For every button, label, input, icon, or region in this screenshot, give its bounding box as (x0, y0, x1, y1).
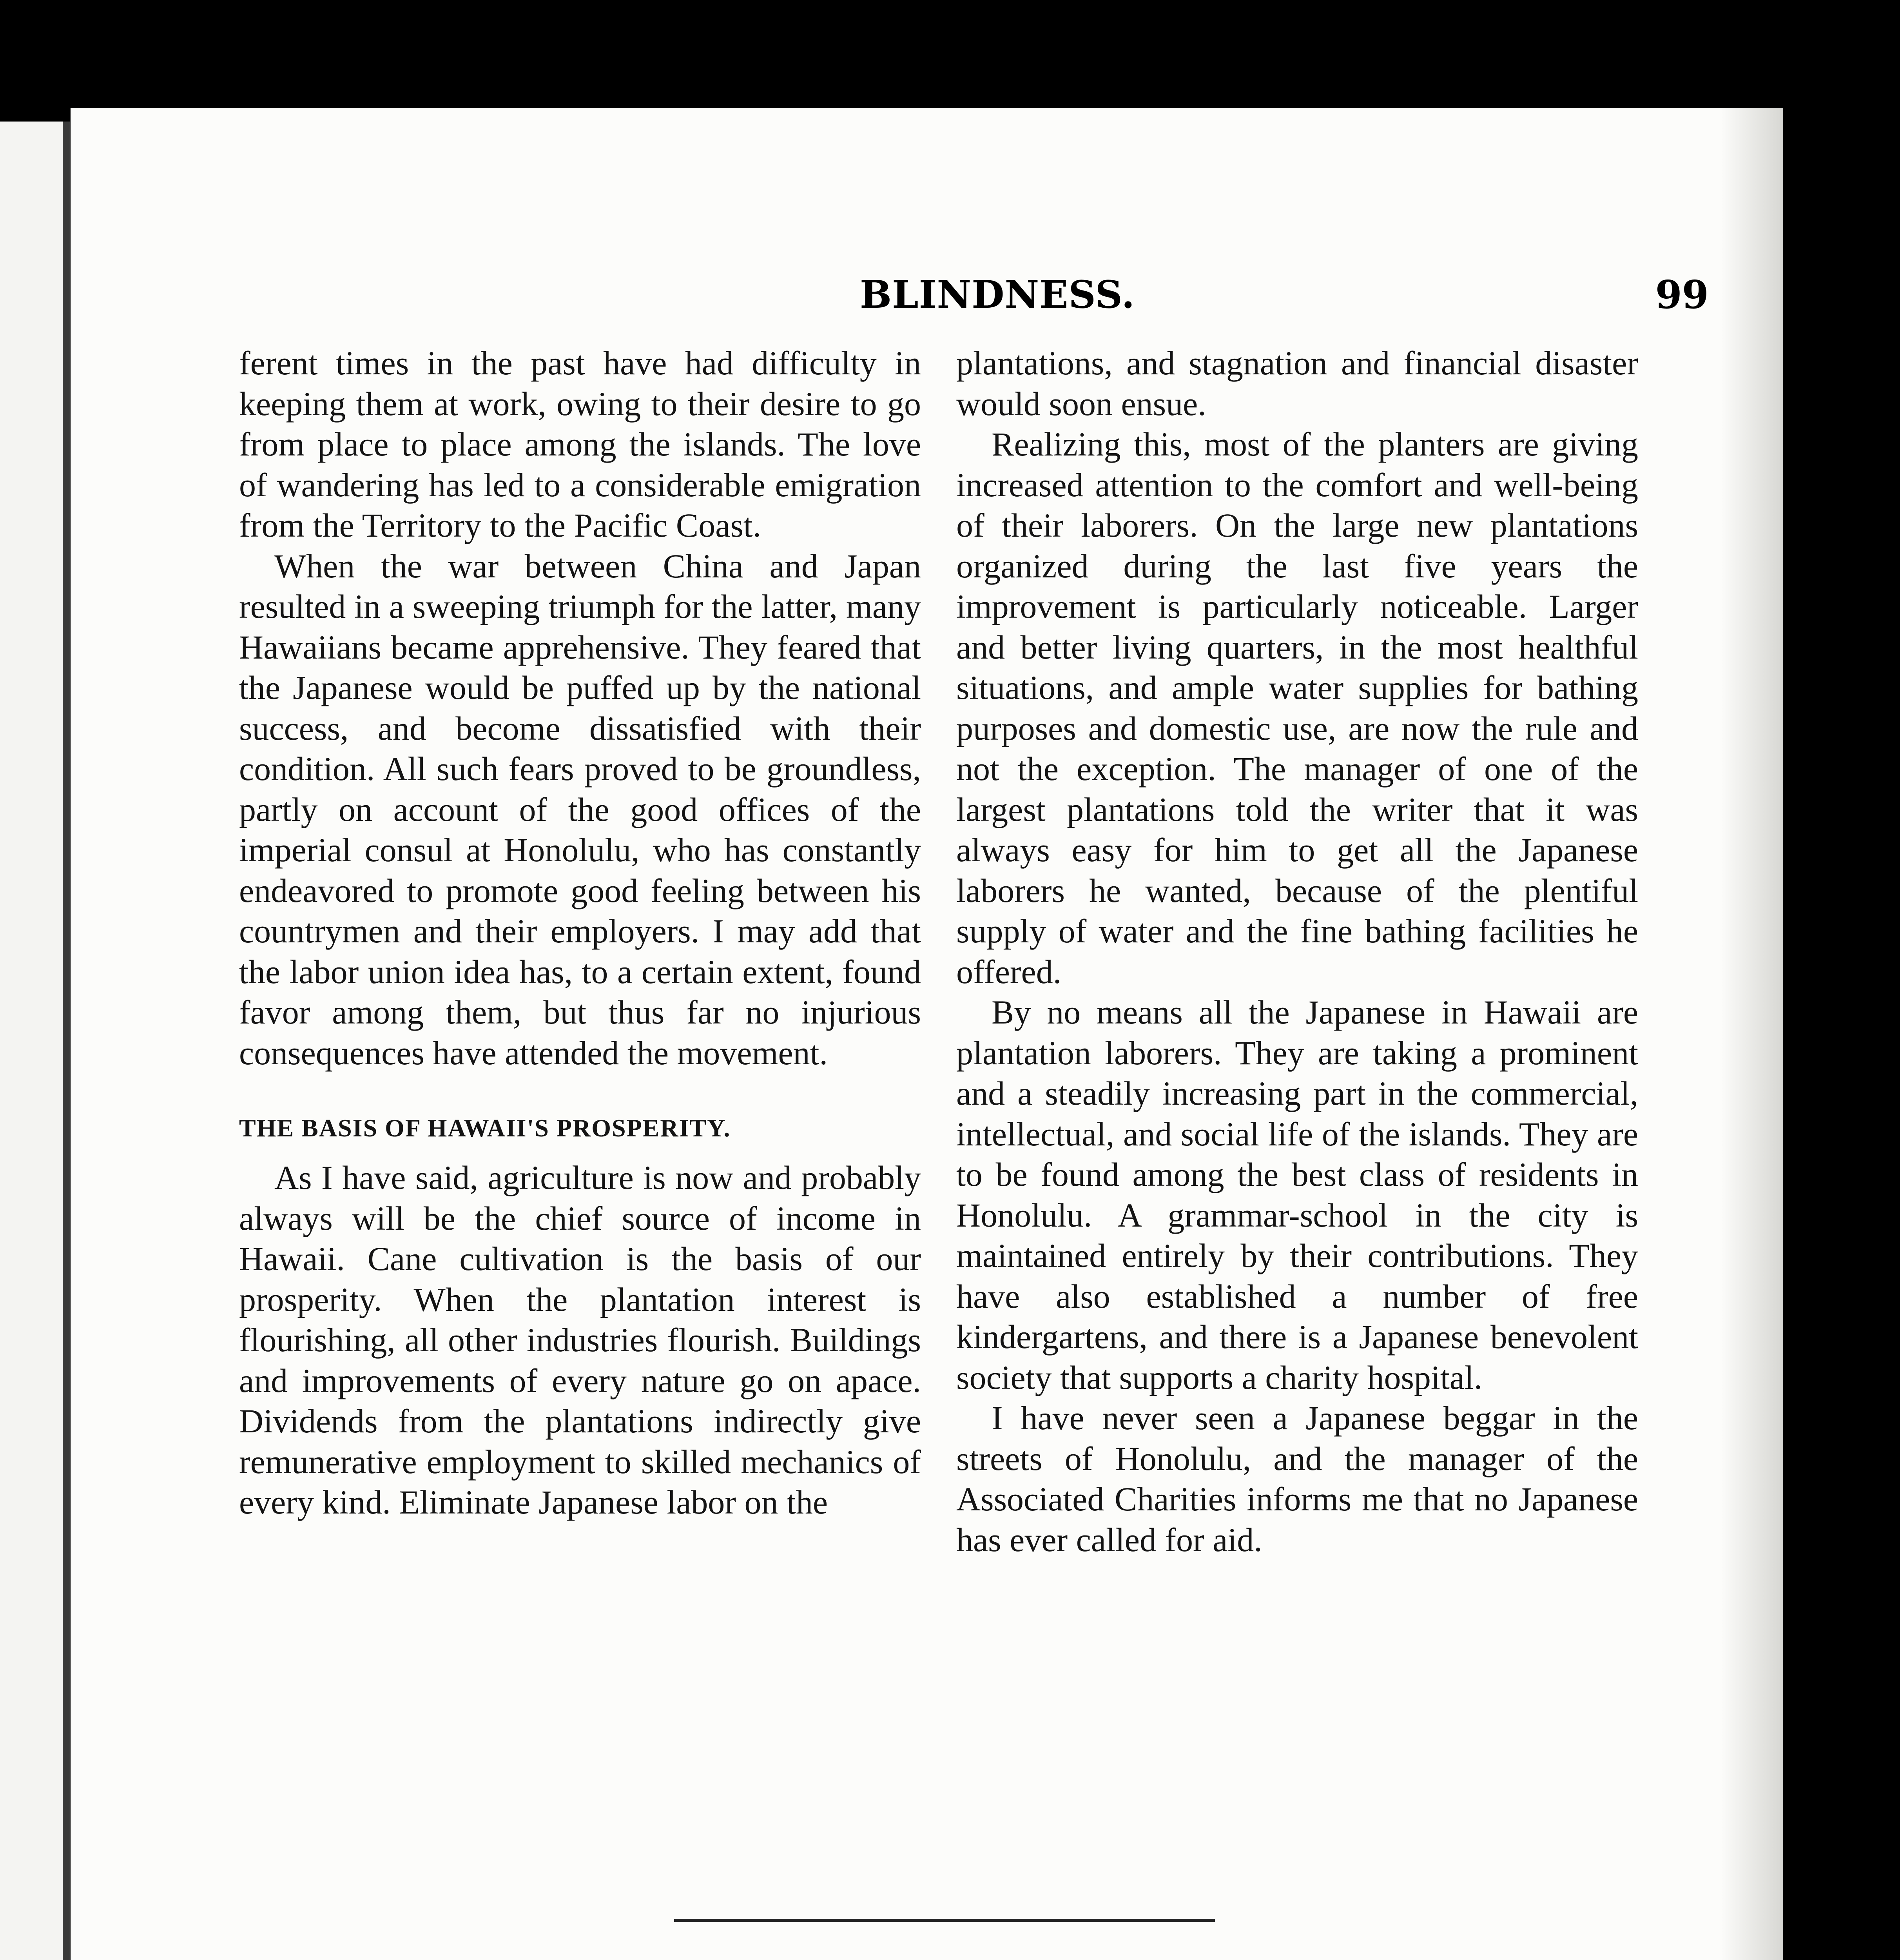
right-column (956, 343, 1638, 1560)
paragraph: As I have said, agriculture is now and probably always will be the chief source of income in Hawaii. Cane cultivation is the basis of our prosperity. When the plantation interest is flourishing, all other industries flourish. Buildings and improvements of every nature go on apace. Dividends from the plantations indirectly give remunerative employment to skilled mechanics of every kind. Eliminate Japanese labor on the (239, 1159, 921, 1521)
book-page (71, 108, 1783, 1960)
facing-page-edge (0, 122, 70, 1960)
paragraph: I have never seen a Japanese beggar in the streets of Honolulu, and the manager of the Associated Charities informs me that no Japanese has ever called for aid. (956, 1399, 1638, 1559)
left-column (239, 343, 921, 1523)
running-head (71, 272, 1783, 327)
section-divider (674, 1919, 1215, 1922)
paragraph: Realizing this, most of the planters are giving increased attention to the comfort and well-being of their laborers. On the large new plantations organized during the last five years the improvement is particularly noticeable. Larger and better living quarters, in the most healthful situations, and ample water supplies for bathing purposes and domestic use, are now the rule and not the exception. The manager of one of the largest plantations told the writer that it was always easy for him to get all the Japanese laborers he wanted, because of the plentiful supply of water and the fine bathing facilities he offered. (956, 425, 1638, 991)
paragraph: When the war between China and Japan resulted in a sweeping triumph for the latter, many Hawaiians became apprehensive. They feared that the Japanese would be puffed up by the national success, and become dissatisfied with their condition. All such fears proved to be groundless, partly on account of the good offices of the imperial consul at Honolulu, who has constantly endeavored to promote good feeling between his countrymen and their employers. I may add that the labor union idea has, to a certain extent, found favor among them, but thus far no injurious consequences have attended the movement. (239, 547, 921, 1072)
paragraph: plantations, and stagnation and financial disaster would soon ensue. (956, 344, 1638, 423)
running-title: BLINDNESS. (859, 272, 1135, 317)
paragraph: ferent times in the past have had difficulty in keeping them at work, owing to their desire to go from place to place among the islands. The love of wandering has led to a considerable emigration from the Territory to the Pacific Coast. (239, 344, 921, 544)
page-number: 99 (1655, 272, 1709, 318)
section-heading: THE BASIS OF HAWAII'S PROSPERITY. (239, 1114, 731, 1142)
paragraph: By no means all the Japanese in Hawaii are plantation laborers. They are taking a prominent and a steadily increasing part in the commercial, intellectual, and social life of the islands. They are to be found among the best class of residents in Honolulu. A grammar-school in the city is maintained entirely by their contributions. They have also established a number of free kindergartens, and there is a Japanese benevolent society that supports a charity hospital. (956, 993, 1638, 1396)
page-gutter-shadow (1721, 108, 1783, 1960)
